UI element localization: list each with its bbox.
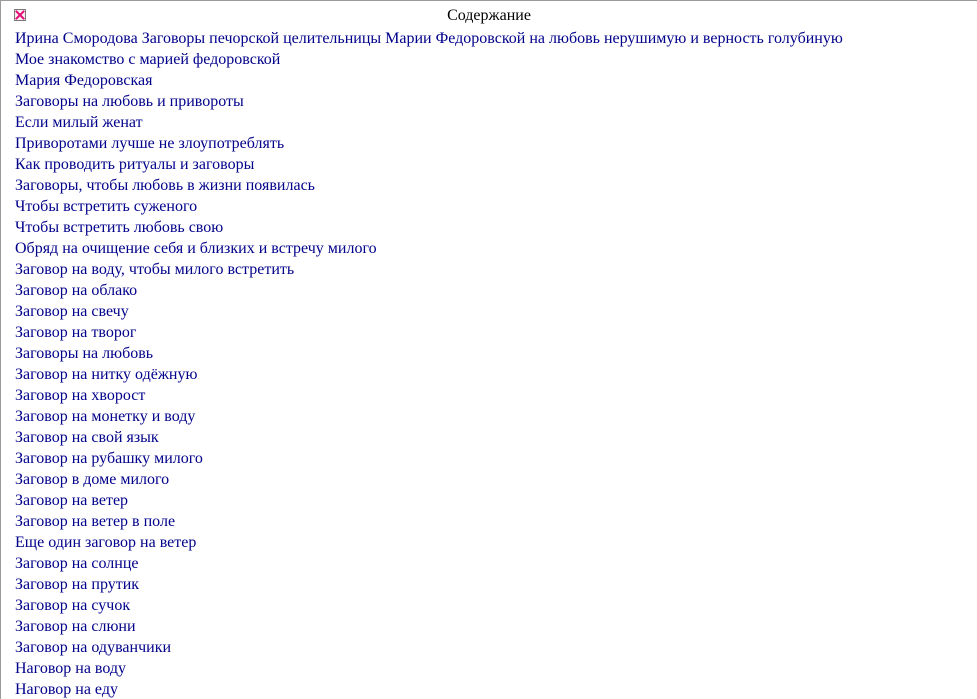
- toc-link[interactable]: Заговор на монетку и воду: [15, 408, 196, 425]
- toc-item: [15, 343, 843, 364]
- toc-title: Содержание: [447, 7, 531, 24]
- toc-item: [15, 385, 843, 406]
- toc-link[interactable]: Приворотами лучше не злоупотреблять: [15, 135, 285, 152]
- toc-item: [15, 532, 843, 553]
- toc-link[interactable]: Заговор на творог: [15, 324, 137, 341]
- toc-item: [15, 490, 843, 511]
- toc-item: [15, 280, 843, 301]
- toc-link[interactable]: Если милый женат: [15, 114, 143, 131]
- toc-item: [15, 238, 843, 259]
- toc-link[interactable]: Мое знакомство с марией федоровской: [15, 51, 281, 68]
- toc-item: [15, 574, 843, 595]
- toc-item: [15, 469, 843, 490]
- toc-link[interactable]: Заговор на сучок: [15, 597, 131, 614]
- toc-link[interactable]: Наговор на еду: [15, 681, 118, 698]
- toc-item: [15, 637, 843, 658]
- toc-item: [15, 427, 843, 448]
- toc-item: [15, 406, 843, 427]
- toc-link[interactable]: Чтобы встретить любовь свою: [15, 219, 224, 236]
- toc-item: [15, 553, 843, 574]
- toc-link[interactable]: Заговор на нитку одёжную: [15, 366, 198, 383]
- toc-link[interactable]: Заговоры на любовь: [15, 345, 154, 362]
- toc-link[interactable]: Заговор на слюни: [15, 618, 136, 635]
- toc-item: [15, 133, 843, 154]
- toc-link[interactable]: Заговор на облако: [15, 282, 138, 299]
- toc-item: [15, 70, 843, 91]
- toc-item: [15, 91, 843, 112]
- toc-link[interactable]: Заговор на воду, чтобы милого встретить: [15, 261, 295, 278]
- toc-link[interactable]: Заговор на рубашку милого: [15, 450, 203, 467]
- toc-item: [15, 217, 843, 238]
- toc-item: [15, 616, 843, 637]
- toc-link[interactable]: Ирина Смородова Заговоры печорской целительницы Марии Федоровской на любовь нерушимую и верность голубиную: [15, 30, 843, 47]
- toc-link[interactable]: Чтобы встретить суженого: [15, 198, 198, 215]
- toc-item: [15, 679, 843, 699]
- toc-link[interactable]: Заговор на одуванчики: [15, 639, 172, 656]
- toc-link[interactable]: Заговор в доме милого: [15, 471, 170, 488]
- toc-link[interactable]: Заговор на хворост: [15, 387, 146, 404]
- toc-list: [15, 28, 843, 699]
- toc-link[interactable]: Заговор на солнце: [15, 555, 139, 572]
- toc-link[interactable]: Заговор на свой язык: [15, 429, 159, 446]
- toc-link[interactable]: Заговор на свечу: [15, 303, 129, 320]
- toc-item: [15, 658, 843, 679]
- toc-link[interactable]: Наговор на воду: [15, 660, 127, 677]
- toc-link[interactable]: Заговор на ветер в поле: [15, 513, 176, 530]
- toc-item: [15, 511, 843, 532]
- toc-link[interactable]: Как проводить ритуалы и заговоры: [15, 156, 255, 173]
- toc-item: [15, 259, 843, 280]
- toc-link[interactable]: Заговоры, чтобы любовь в жизни появилась: [15, 177, 315, 194]
- toc-item: [15, 175, 843, 196]
- toc-item: [15, 364, 843, 385]
- toc-item: [15, 112, 843, 133]
- toc-link[interactable]: Обряд на очищение себя и близких и встречу милого: [15, 240, 377, 257]
- toc-item: [15, 301, 843, 322]
- toc-link[interactable]: Заговоры на любовь и привороты: [15, 93, 244, 110]
- toc-item: [15, 196, 843, 217]
- toc-link[interactable]: Еще один заговор на ветер: [15, 534, 197, 551]
- toc-link[interactable]: Заговор на ветер: [15, 492, 129, 509]
- toc-link[interactable]: Заговор на прутик: [15, 576, 140, 593]
- toc-item: [15, 154, 843, 175]
- toc-item: [15, 28, 843, 49]
- toc-item: [15, 448, 843, 469]
- toc-header: [1, 1, 977, 28]
- toc-item: [15, 595, 843, 616]
- toc-item: [15, 322, 843, 343]
- toc-item: [15, 49, 843, 70]
- toc-link[interactable]: Мария Федоровская: [15, 72, 153, 89]
